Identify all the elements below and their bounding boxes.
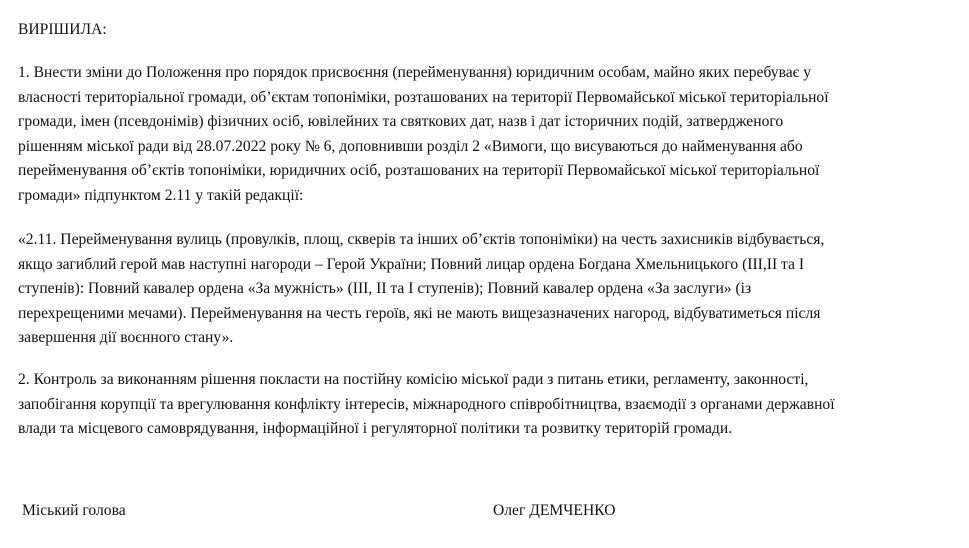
text-line: ступенів): Повний кавалер ордена «За мужність» (III, II та I ступенів); Повний кавалер ордена «За заслуги» (із xyxy=(18,280,752,298)
text-line: перейменування об’єктів топоніміки, юридичних осіб, розташованих на території Первомайської міської територіальної xyxy=(18,162,820,180)
text-line: громади, імен (псевдонімів) фізичних осіб, ювілейних та святкових дат, назв і дат історичних подій, затвердженого xyxy=(18,113,784,131)
text-line: перехрещеними мечами). Перейменування на честь героїв, які не мають вищезазначених нагород, відбуватиметься після xyxy=(18,304,821,322)
text-line: «2.11. Перейменування вулиць (провулків, площ, скверів та інших об’єктів топоніміки) на честь захисників відбувається, xyxy=(18,231,825,248)
text-line: 1. Внести зміни до Положення про порядок присвоєння (перейменування) юридичним особам, майно яких перебуває у xyxy=(18,64,812,81)
text-line: завершення дії воєнного стану». xyxy=(18,329,234,347)
text-line: влади та місцевого самоврядування, інформаційної і регуляторної політики та розвитку територій громади. xyxy=(18,420,733,438)
signature-title: Міський голова xyxy=(22,502,126,519)
text-line: власності територіальної громади, об’єктам топоніміки, розташованих на території Первомайської міської територіальної xyxy=(18,88,829,106)
signature-name: Олег ДЕМЧЕНКО xyxy=(493,502,616,519)
text-line: запобігання корупції та врегулювання конфлікту інтересів, міжнародного співробітництва, взаємодії з органами державної xyxy=(18,395,835,413)
text-line: громади» підпунктом 2.11 у такій редакції: xyxy=(18,186,304,204)
paragraph-1-amendment xyxy=(18,61,948,209)
text-line: рішенням міської ради від 28.07.2022 року № 6, доповнивши розділ 2 «Вимоги, що висуваються до найменування або xyxy=(18,137,803,155)
paragraph-2-control xyxy=(18,368,948,442)
text-line: 2. Контроль за виконанням рішення покласти на постійну комісію міської ради з питань етики, регламенту, законності, xyxy=(18,371,809,388)
decision-heading: ВИРІШИЛА: xyxy=(18,21,107,38)
paragraph-2-11-quote xyxy=(18,228,948,351)
text-line: якщо загиблий герой мав наступні нагороди – Герой України; Повний лицар ордена Богдана Хмельницького (III,II та I xyxy=(18,255,805,273)
